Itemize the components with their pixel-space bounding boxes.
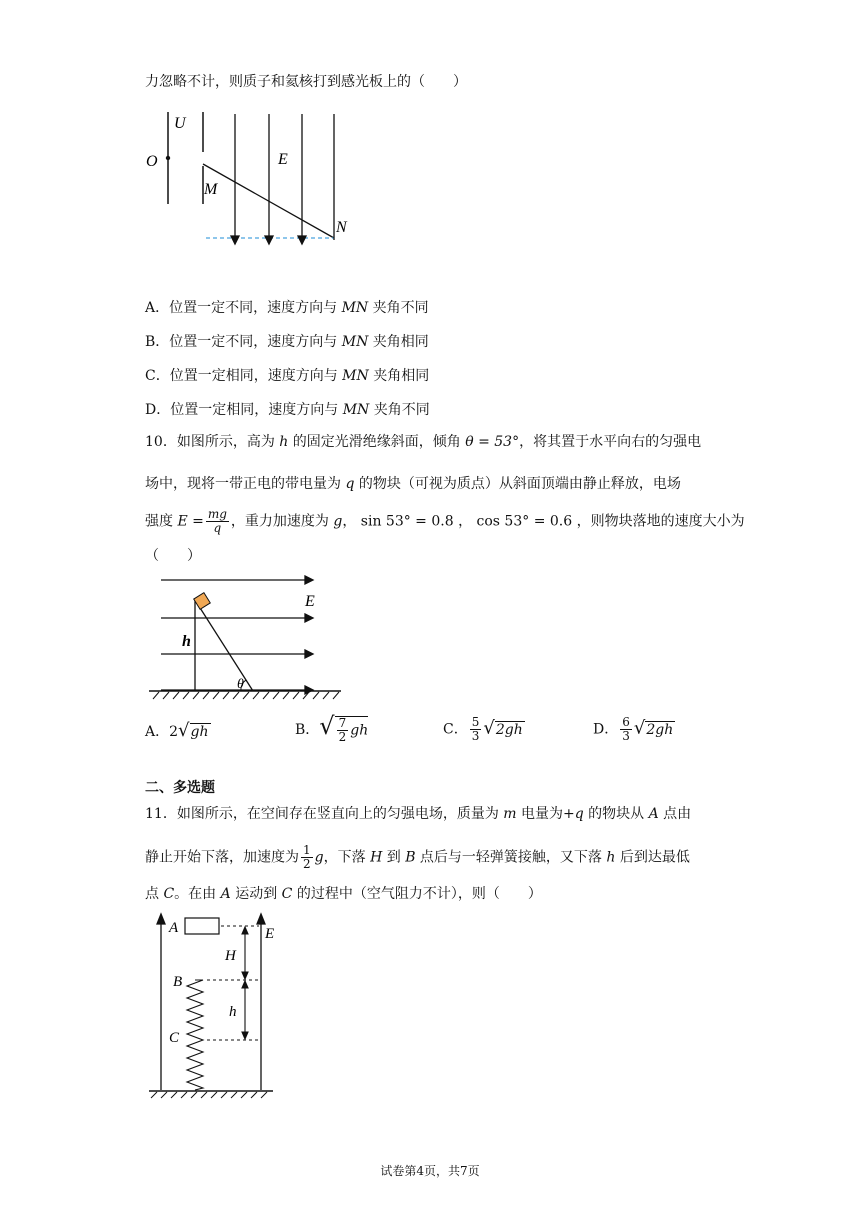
q9-figure <box>140 108 360 258</box>
label-U: U <box>174 115 186 132</box>
page-footer: 试卷第4页，共7页 <box>380 1164 480 1178</box>
q10-option-c[interactable]: C． $\frac{5}{3}$ √2gh <box>443 715 523 743</box>
label-C: C <box>169 1030 180 1046</box>
label-E: E <box>278 151 288 168</box>
label-E: E <box>265 926 275 942</box>
q11-figure <box>145 910 285 1105</box>
q10-stem-line1: 10．如图所示，高为 h 的固定光滑绝缘斜面，倾角 θ = 53°，将其置于水平向右的匀强电 <box>145 434 702 450</box>
q10-stem-line2: 场中，现将一带正电的带电量为 q 的物块（可视为质点）从斜面顶端由静止释放，电场 <box>145 476 681 492</box>
label-O: O <box>146 153 158 170</box>
label-N: N <box>336 219 347 236</box>
q10-option-d[interactable]: D． $\frac{6}{3}$ √2gh <box>593 715 674 743</box>
section-title: 二、多选题 <box>145 780 215 796</box>
q9-option-b[interactable]: B．位置一定不同，速度方向与 MN 夹角相同 <box>145 334 429 350</box>
q9-option-a[interactable]: A．位置一定不同，速度方向与 MN 夹角不同 <box>145 300 429 316</box>
label-theta: θ <box>237 677 244 692</box>
q9-option-d[interactable]: D．位置一定相同，速度方向与 MN 夹角不同 <box>145 402 430 418</box>
q11-stem-line1: 11．如图所示，在空间存在竖直向上的匀强电场，质量为 m 电量为+q 的物块从 A 点由 <box>145 806 692 822</box>
label-M: M <box>204 181 218 198</box>
q11-stem-line3: 点 C。在由 A 运动到 C 的过程中（空气阻力不计），则（ ） <box>145 886 542 902</box>
q10-stem-line4: （ ） <box>145 548 201 564</box>
q10-option-a[interactable]: A．2√gh <box>145 720 209 741</box>
label-A: A <box>169 920 179 936</box>
label-B: B <box>173 974 183 990</box>
label-h: h <box>229 1004 237 1020</box>
q9-stem-tail: 力忽略不计，则质子和氦核打到感光板上的（ ） <box>145 74 467 90</box>
q10-stem-line3: 强度 E = $\frac{mg}{q}$ ，重力加速度为 g， sin 53° = 0.8 ， cos 53° = 0.6 ，则物块落地的速度大小为 <box>145 507 745 535</box>
q11-stem-line2: 静止开始下落，加速度为 $\frac{1}{2}$ g，下落 H 到 B 点后与一轻弹簧接触，又下落 h 后到达最低 <box>145 843 690 871</box>
label-E: E <box>305 593 315 610</box>
q10-option-b[interactable]: B．√ $\frac{7}{2}$ gh <box>295 712 369 744</box>
label-h: h <box>182 633 191 650</box>
q10-figure <box>145 570 350 705</box>
label-H: H <box>225 948 236 964</box>
q9-option-c[interactable]: C．位置一定相同，速度方向与 MN 夹角相同 <box>145 368 430 384</box>
